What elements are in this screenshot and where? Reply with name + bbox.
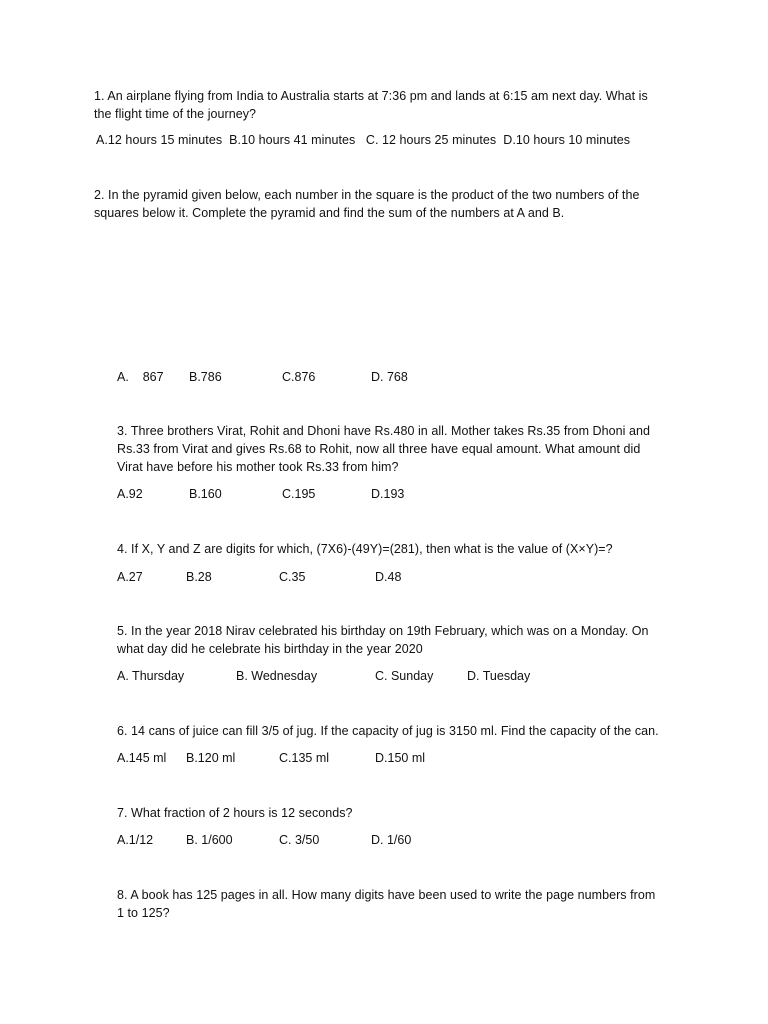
question-2-text-line-2: squares below it. Complete the pyramid and find the sum of the numbers at A and B. (94, 206, 565, 220)
question-5-option-a: A. Thursday (117, 669, 185, 683)
question-3-text-line-3: Virat have before his mother took Rs.33 from him? (117, 460, 399, 474)
question-1-text-line-2: the flight time of the journey? (94, 107, 257, 121)
question-5-text-line-2: what day did he celebrate his birthday in the year 2020 (117, 642, 423, 656)
question-4-option-c: C.35 (279, 570, 306, 584)
question-2-option-a: A. 867 (117, 370, 164, 384)
question-3-option-d: D.193 (371, 487, 405, 501)
question-6-option-c: C.135 ml (279, 751, 330, 765)
question-6-option-a: A.145 ml (117, 751, 167, 765)
question-3-text-line-1: 3. Three brothers Virat, Rohit and Dhoni have Rs.480 in all. Mother takes Rs.35 from Dhoni and (117, 424, 650, 438)
question-5-option-b: B. Wednesday (236, 669, 318, 683)
question-2-option-b: B.786 (189, 370, 222, 384)
question-6-option-d: D.150 ml (375, 751, 426, 765)
question-6-option-b: B.120 ml (186, 751, 236, 765)
question-3-text-line-2: Rs.33 from Virat and gives Rs.68 to Rohit, now all three have equal amount. What amount did (117, 442, 641, 456)
question-4-text-line-1: 4. If X, Y and Z are digits for which, (7X6)-(49Y)=(281), then what is the value of (X×Y)=? (117, 542, 613, 556)
question-7-option-d: D. 1/60 (371, 833, 412, 847)
question-2-text-line-1: 2. In the pyramid given below, each number in the square is the product of the two numbers of the (94, 188, 640, 202)
question-7-option-c: C. 3/50 (279, 833, 320, 847)
question-5-option-c: C. Sunday (375, 669, 434, 683)
question-6-text-line-1: 6. 14 cans of juice can fill 3/5 of jug. If the capacity of jug is 3150 ml. Find the capacity of the can. (117, 724, 659, 738)
question-5-option-d: D. Tuesday (467, 669, 531, 683)
question-7-option-a: A.1/12 (117, 833, 154, 847)
question-2-option-d: D. 768 (371, 370, 408, 384)
question-3-option-b: B.160 (189, 487, 222, 501)
question-4-option-d: D.48 (375, 570, 402, 584)
question-3-option-c: C.195 (282, 487, 316, 501)
question-7-text-line-1: 7. What fraction of 2 hours is 12 seconds? (117, 806, 353, 820)
question-7-option-b: B. 1/600 (186, 833, 233, 847)
question-5-text-line-1: 5. In the year 2018 Nirav celebrated his birthday on 19th February, which was on a Monday. On (117, 624, 649, 638)
question-1-options: A.12 hours 15 minutes B.10 hours 41 minutes C. 12 hours 25 minutes D.10 hours 10 minutes (96, 133, 631, 147)
question-4-option-a: A.27 (117, 570, 143, 584)
question-1-text-line-1: 1. An airplane flying from India to Australia starts at 7:36 pm and lands at 6:15 am next day. What is (94, 89, 648, 103)
question-4-option-b: B.28 (186, 570, 212, 584)
question-2-option-c: C.876 (282, 370, 316, 384)
question-8-text-line-2: 1 to 125? (117, 906, 170, 920)
question-8-text-line-1: 8. A book has 125 pages in all. How many digits have been used to write the page numbers from (117, 888, 656, 902)
question-3-option-a: A.92 (117, 487, 143, 501)
